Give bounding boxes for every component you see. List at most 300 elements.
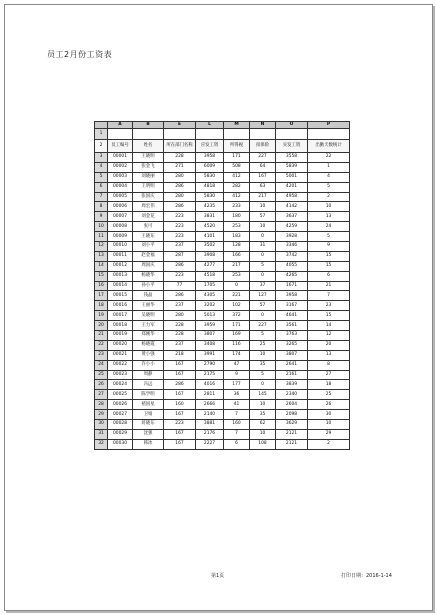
table-cell: 160 <box>224 420 250 430</box>
table-row <box>95 439 350 449</box>
table-row <box>95 251 350 261</box>
header-cell: 应发工资 <box>196 140 224 153</box>
table-cell: 00016 <box>108 301 133 311</box>
table-cell: 29 <box>308 429 350 439</box>
row-number: 27 <box>95 390 108 400</box>
table-cell: 张金飞 <box>133 162 164 172</box>
table-row <box>95 271 350 281</box>
table-cell: 王明明 <box>133 182 164 192</box>
table-cell: 00023 <box>108 370 133 380</box>
row-number: 13 <box>95 251 108 261</box>
table-cell: 3881 <box>196 420 224 430</box>
table-cell: 王丽华 <box>133 301 164 311</box>
table-cell: 3928 <box>276 232 308 242</box>
table-cell: 171 <box>224 153 250 163</box>
table-cell: 2340 <box>276 390 308 400</box>
row-number: 16 <box>95 281 108 291</box>
table-cell: 13 <box>308 350 350 360</box>
table-cell: 3958 <box>276 291 308 301</box>
table-cell: 3958 <box>196 153 224 163</box>
table-cell: 周宏伟 <box>133 202 164 212</box>
table-row <box>95 202 350 212</box>
table-cell: 孙小平 <box>133 281 164 291</box>
table-cell: 41 <box>224 400 250 410</box>
table-cell: 5839 <box>276 162 308 172</box>
table-cell: 00002 <box>108 162 133 172</box>
table-cell: 3408 <box>196 340 224 350</box>
table-cell: 2 <box>308 439 350 449</box>
table-cell: 0 <box>250 311 276 321</box>
table-cell: 00015 <box>108 291 133 301</box>
table-cell: 4958 <box>276 192 308 202</box>
table-row <box>95 400 350 410</box>
table-cell: 2098 <box>276 410 308 420</box>
table-row <box>95 331 350 341</box>
table-cell: 冯远 <box>133 380 164 390</box>
table-cell: 3908 <box>196 251 224 261</box>
table-cell: 3637 <box>276 212 308 222</box>
print-page <box>4 4 433 611</box>
table-cell: 286 <box>164 380 196 390</box>
table-cell: 3629 <box>276 420 308 430</box>
table-cell: 177 <box>224 380 250 390</box>
table-cell: 00007 <box>108 212 133 222</box>
table-cell: 00006 <box>108 202 133 212</box>
table-cell: 12 <box>308 331 350 341</box>
table-cell: 228 <box>164 153 196 163</box>
table-cell: 卫娟 <box>133 410 164 420</box>
table-cell: 26 <box>308 400 350 410</box>
table-cell: 5830 <box>196 192 224 202</box>
header-cell: 扣保险 <box>250 140 276 153</box>
table-cell: 3807 <box>196 331 224 341</box>
table-cell: 412 <box>224 172 250 182</box>
table-cell: 218 <box>164 350 196 360</box>
table-cell: 10 <box>308 420 350 430</box>
row-number: 22 <box>95 340 108 350</box>
table-cell: 167 <box>250 172 276 182</box>
corner-cell <box>95 122 108 129</box>
row-number: 2 <box>95 140 108 153</box>
column-letter: B <box>133 122 164 129</box>
table-cell: 15 <box>308 311 350 321</box>
row-number: 12 <box>95 242 108 252</box>
table-cell: 2161 <box>276 370 308 380</box>
row-number: 30 <box>95 420 108 430</box>
empty-cell <box>224 129 250 140</box>
row-number: 15 <box>95 271 108 281</box>
table-cell: 00008 <box>108 222 133 232</box>
table-cell: 286 <box>164 202 196 212</box>
table-row <box>95 261 350 271</box>
table-cell: 2641 <box>276 360 308 370</box>
header-row <box>95 140 350 153</box>
table-row <box>95 311 350 321</box>
table-row <box>95 420 350 430</box>
table-row <box>95 212 350 222</box>
table-cell: 2666 <box>196 400 224 410</box>
table-cell: 36 <box>224 390 250 400</box>
table-cell: 00012 <box>108 261 133 271</box>
row-number: 8 <box>95 202 108 212</box>
table-cell: 10 <box>250 400 276 410</box>
table-cell: 陈学明 <box>133 390 164 400</box>
column-letter: N <box>250 122 276 129</box>
table-cell: 5013 <box>196 311 224 321</box>
table-cell: 韩冰 <box>133 439 164 449</box>
table-row <box>95 182 350 192</box>
table-cell: 沈强 <box>133 429 164 439</box>
table-row <box>95 172 350 182</box>
table-cell: 35 <box>250 410 276 420</box>
row-number: 9 <box>95 212 108 222</box>
table-cell: 167 <box>164 370 196 380</box>
table-cell: 2176 <box>196 429 224 439</box>
table-cell: 64 <box>250 162 276 172</box>
sheet-title: 员工2月份工资表 <box>47 50 113 59</box>
table-cell: 25 <box>308 390 350 400</box>
table-cell: 282 <box>224 182 250 192</box>
table-cell: 108 <box>250 439 276 449</box>
table-cell: 00022 <box>108 360 133 370</box>
empty-cell <box>164 129 196 140</box>
table-cell: 8 <box>308 360 350 370</box>
table-cell: 77 <box>164 281 196 291</box>
table-cell: 286 <box>164 291 196 301</box>
table-cell: 张可 <box>133 222 164 232</box>
table-cell: 2121 <box>276 429 308 439</box>
table-row <box>95 291 350 301</box>
table-cell: 2227 <box>196 439 224 449</box>
table-cell: 4201 <box>276 182 308 192</box>
row-number: 5 <box>95 172 108 182</box>
table-cell: 37 <box>250 281 276 291</box>
row-number: 31 <box>95 429 108 439</box>
table-cell: 167 <box>164 390 196 400</box>
table-cell: 7 <box>308 291 350 301</box>
table-cell: 2121 <box>276 439 308 449</box>
table-cell: 57 <box>250 301 276 311</box>
table-cell: 6 <box>308 271 350 281</box>
table-cell: 郑刚华 <box>133 331 164 341</box>
table-cell: 167 <box>164 410 196 420</box>
table-cell: 10 <box>308 202 350 212</box>
table-row <box>95 153 350 163</box>
table-row <box>95 429 350 439</box>
table-cell: 王晓东 <box>133 232 164 242</box>
table-cell: 00027 <box>108 410 133 420</box>
table-cell: 2811 <box>196 390 224 400</box>
footer-page-number: 第1页 <box>211 573 225 579</box>
table-row <box>95 129 350 140</box>
row-number: 4 <box>95 162 108 172</box>
table-cell: 2140 <box>196 410 224 420</box>
table-cell: 00021 <box>108 350 133 360</box>
table-row <box>95 192 350 202</box>
row-number: 3 <box>95 153 108 163</box>
row-number: 26 <box>95 380 108 390</box>
table-cell: 9 <box>308 242 350 252</box>
table-cell: 4518 <box>196 271 224 281</box>
table-cell: 王力军 <box>133 321 164 331</box>
table-cell: 62 <box>250 420 276 430</box>
table-cell: 0 <box>250 271 276 281</box>
table-cell: 4520 <box>196 222 224 232</box>
table-cell: 102 <box>224 301 250 311</box>
table-cell: 00014 <box>108 281 133 291</box>
table-cell: 127 <box>250 291 276 301</box>
table-cell: 00029 <box>108 429 133 439</box>
row-number: 14 <box>95 261 108 271</box>
row-number: 11 <box>95 232 108 242</box>
table-cell: 160 <box>164 400 196 410</box>
table-cell: 30 <box>308 410 350 420</box>
table-cell: 167 <box>164 360 196 370</box>
table-cell: 00010 <box>108 242 133 252</box>
table-cell: 吴晓明 <box>133 311 164 321</box>
table-cell: 223 <box>164 271 196 281</box>
table-cell: 1 <box>308 162 350 172</box>
row-number: 17 <box>95 291 108 301</box>
table-cell: 166 <box>224 251 250 261</box>
table-cell: 00005 <box>108 192 133 202</box>
table-row <box>95 380 350 390</box>
table-cell: 赵金福 <box>133 251 164 261</box>
table-row <box>95 390 350 400</box>
table-cell: 57 <box>250 212 276 222</box>
table-cell: 0 <box>224 281 250 291</box>
table-cell: 00026 <box>108 400 133 410</box>
table-cell: 237 <box>164 242 196 252</box>
table-cell: 20 <box>308 340 350 350</box>
table-cell: 6009 <box>196 162 224 172</box>
table-cell: 223 <box>164 222 196 232</box>
table-cell: 372 <box>224 311 250 321</box>
table-cell: 00020 <box>108 340 133 350</box>
table-cell: 4055 <box>276 261 308 271</box>
table-cell: 2604 <box>276 400 308 410</box>
row-number: 10 <box>95 222 108 232</box>
table-cell: 31 <box>250 242 276 252</box>
salary-table <box>94 121 350 450</box>
table-cell: 3561 <box>276 321 308 331</box>
table-cell: 128 <box>224 242 250 252</box>
table-cell: 27 <box>308 370 350 380</box>
table-cell: 4235 <box>196 202 224 212</box>
column-letter: O <box>276 122 308 129</box>
table-row <box>95 232 350 242</box>
table-cell: 287 <box>164 251 196 261</box>
table-cell: 35 <box>250 360 276 370</box>
table-cell: 周静 <box>133 370 164 380</box>
table-cell: 280 <box>164 192 196 202</box>
table-cell: 5830 <box>196 172 224 182</box>
table-cell: 183 <box>224 232 250 242</box>
table-cell: 5 <box>308 182 350 192</box>
table-cell: 4818 <box>196 182 224 192</box>
column-letter: M <box>224 122 250 129</box>
row-number: 7 <box>95 192 108 202</box>
row-number: 29 <box>95 410 108 420</box>
table-cell: 25 <box>250 340 276 350</box>
table-cell: 227 <box>250 153 276 163</box>
table-row <box>95 162 350 172</box>
table-row <box>95 360 350 370</box>
table-cell: 刘金花 <box>133 212 164 222</box>
table-cell: 3167 <box>276 301 308 311</box>
table-cell: 171 <box>224 321 250 331</box>
column-letter-row <box>95 122 350 129</box>
table-row <box>95 281 350 291</box>
table-cell: 5 <box>250 261 276 271</box>
table-cell: 4101 <box>196 232 224 242</box>
footer-print-date: 打印日期：2016-1-14 <box>341 573 392 579</box>
table-cell: 14 <box>308 321 350 331</box>
table-cell: 3807 <box>276 350 308 360</box>
table-cell: 00003 <box>108 172 133 182</box>
empty-cell <box>133 129 164 140</box>
table-cell: 00030 <box>108 439 133 449</box>
table-cell: 227 <box>250 321 276 331</box>
table-cell: 3763 <box>276 331 308 341</box>
table-cell: 221 <box>224 291 250 301</box>
row-number: 21 <box>95 331 108 341</box>
table-cell: 15 <box>308 251 350 261</box>
row-number: 24 <box>95 360 108 370</box>
table-cell: 228 <box>164 321 196 331</box>
table-cell: 3959 <box>196 321 224 331</box>
table-cell: 杨晓华 <box>133 271 164 281</box>
table-cell: 2175 <box>196 370 224 380</box>
table-cell: 280 <box>164 311 196 321</box>
table-cell: 5 <box>250 370 276 380</box>
table-cell: 00025 <box>108 390 133 400</box>
header-cell: 所得税 <box>224 140 250 153</box>
table-cell: 280 <box>164 172 196 182</box>
table-cell: 周国庆 <box>133 261 164 271</box>
table-cell: 167 <box>164 439 196 449</box>
table-cell: 286 <box>164 261 196 271</box>
table-cell: 00004 <box>108 182 133 192</box>
column-letter: P <box>308 122 350 129</box>
table-cell: 刘小平 <box>133 242 164 252</box>
table-cell: 钱晶 <box>133 291 164 301</box>
table-cell: 10 <box>250 202 276 212</box>
table-cell: 4259 <box>276 222 308 232</box>
table-cell: 00019 <box>108 331 133 341</box>
table-cell: 0 <box>250 251 276 261</box>
table-row <box>95 301 350 311</box>
table-cell: 167 <box>164 429 196 439</box>
table-cell: 00018 <box>108 321 133 331</box>
header-cell: 员工编号 <box>108 140 133 153</box>
table-cell: 许小小 <box>133 360 164 370</box>
table-cell: 15 <box>308 261 350 271</box>
table-cell: 5 <box>308 232 350 242</box>
table-cell: 刘晓丽 <box>133 172 164 182</box>
table-cell: 4265 <box>276 271 308 281</box>
table-cell: 张国庆 <box>133 192 164 202</box>
table-cell: 47 <box>224 360 250 370</box>
table-cell: 6 <box>224 439 250 449</box>
table-cell: 5 <box>250 331 276 341</box>
table-cell: 3346 <box>276 242 308 252</box>
table-cell: 00013 <box>108 271 133 281</box>
table-row <box>95 350 350 360</box>
empty-cell <box>196 129 224 140</box>
table-cell: 1671 <box>276 281 308 291</box>
table-cell: 黄小强 <box>133 350 164 360</box>
row-number: 28 <box>95 400 108 410</box>
table-cell: 3991 <box>196 350 224 360</box>
table-cell: 0 <box>250 380 276 390</box>
table-cell: 217 <box>224 261 250 271</box>
table-cell: 145 <box>250 390 276 400</box>
table-cell: 2790 <box>196 360 224 370</box>
table-cell: 3502 <box>196 242 224 252</box>
table-cell: 253 <box>224 271 250 281</box>
table-cell: 223 <box>164 212 196 222</box>
table-cell: 7 <box>224 429 250 439</box>
table-cell: 4 <box>308 172 350 182</box>
table-cell: 223 <box>164 232 196 242</box>
header-cell: 实发工资 <box>276 140 308 153</box>
table-cell: 18 <box>308 380 350 390</box>
table-cell: 253 <box>224 222 250 232</box>
table-cell: 9 <box>224 370 250 380</box>
table-cell: 0 <box>250 232 276 242</box>
table-cell: 3265 <box>276 340 308 350</box>
table-cell: 00009 <box>108 232 133 242</box>
header-cell: 所在部门名称 <box>164 140 196 153</box>
table-cell: 00017 <box>108 311 133 321</box>
table-cell: 10 <box>250 350 276 360</box>
table-cell: 412 <box>224 192 250 202</box>
table-cell: 13 <box>308 212 350 222</box>
table-row <box>95 340 350 350</box>
table-cell: 00011 <box>108 251 133 261</box>
table-cell: 褚国星 <box>133 400 164 410</box>
table-cell: 237 <box>164 340 196 350</box>
table-cell: 4277 <box>196 261 224 271</box>
table-cell: 180 <box>224 212 250 222</box>
table-cell: 169 <box>224 331 250 341</box>
table-cell: 00024 <box>108 380 133 390</box>
table-cell: 228 <box>164 331 196 341</box>
empty-cell <box>108 129 133 140</box>
row-number: 1 <box>95 129 108 140</box>
table-cell: 271 <box>164 162 196 172</box>
column-letter: L <box>196 122 224 129</box>
table-cell: 174 <box>224 350 250 360</box>
row-number: 20 <box>95 321 108 331</box>
table-cell: 237 <box>164 301 196 311</box>
table-cell: 4305 <box>196 291 224 301</box>
table-cell: 23 <box>308 301 350 311</box>
table-cell: 217 <box>250 192 276 202</box>
table-cell: 508 <box>224 162 250 172</box>
row-number: 18 <box>95 301 108 311</box>
table-cell: 116 <box>224 340 250 350</box>
row-number: 6 <box>95 182 108 192</box>
table-cell: 3742 <box>276 251 308 261</box>
table-cell: 22 <box>308 153 350 163</box>
table-cell: 4016 <box>196 380 224 390</box>
row-number: 23 <box>95 350 108 360</box>
header-cell: 姓名 <box>133 140 164 153</box>
row-number: 25 <box>95 370 108 380</box>
table-cell: 王晓明 <box>133 153 164 163</box>
